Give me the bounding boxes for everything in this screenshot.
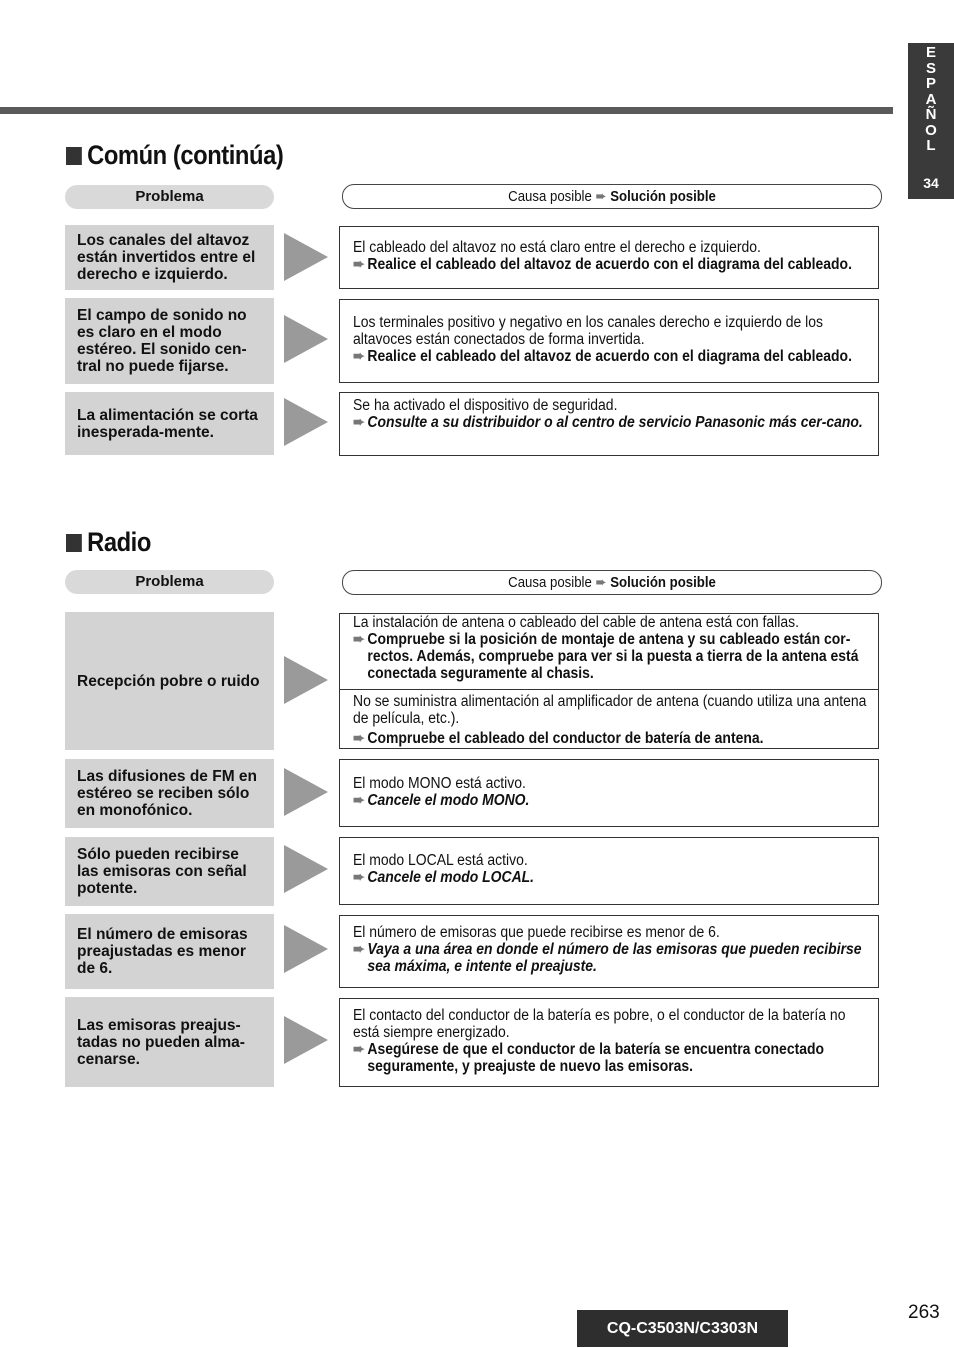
cause-header-label: Causa posible [508, 574, 592, 591]
arrow-triangle-icon [284, 315, 328, 363]
square-bullet-icon [66, 147, 82, 165]
language-letter: S [925, 59, 936, 77]
section-page-number: 34 [923, 175, 939, 191]
arrow-right-icon: ➨ [353, 256, 365, 273]
fix-text: Realice el cableado del altavoz de acuerdo con el diagrama del cableado. [367, 256, 852, 273]
cause-solution-header [342, 570, 882, 595]
problem-cell [65, 759, 274, 828]
fix-text: Compruebe el cableado del conductor de batería de antena. [367, 730, 764, 747]
section-title-common [66, 140, 283, 171]
problem-text: Las emisoras preajus-tadas no pueden alma-cenarse. [77, 1016, 245, 1068]
arrow-triangle-icon [284, 845, 328, 893]
solution-cell [339, 299, 879, 383]
top-rule [0, 107, 893, 114]
language-letter: P [925, 75, 936, 92]
arrow-right-icon: ➨ [595, 574, 607, 591]
model-badge: CQ-C3503N/C3303N [577, 1310, 788, 1347]
fix-text: Asegúrese de que el conductor de la batería se encuentra conectado seguramente, y preajuste de nuevo las emisoras. [367, 1041, 825, 1075]
cause-text: No se suministra alimentación al amplificador de antena (cuando utiliza una antena de película, etc.). [353, 693, 867, 727]
problem-text: Las difusiones de FM en estéreo se reciben sólo en monofónico. [77, 768, 257, 819]
solution-cell [339, 998, 879, 1087]
cause-text: La instalación de antena o cableado del cable de antena está con fallas. [353, 614, 799, 631]
cause-solution-header [342, 184, 882, 209]
problem-text: Sólo pueden recibirse las emisoras con señal potente. [77, 846, 247, 897]
problem-text: El número de emisoras preajustadas es menor de 6. [77, 926, 248, 977]
cause-text: El modo LOCAL está activo. [353, 852, 528, 869]
problem-text: Los canales del altavoz están invertidos entre el derecho e izquierdo. [77, 232, 256, 283]
language-letter: L [926, 137, 936, 154]
problem-cell [65, 914, 274, 989]
language-letter: A [925, 90, 937, 108]
problem-text: El campo de sonido no es claro en el modo estéreo. El sonido cen-tral no puede fijarse. [77, 307, 247, 375]
solution-cell [339, 226, 879, 289]
page-number: 263 [908, 1302, 940, 1323]
arrow-triangle-icon [284, 1016, 328, 1064]
arrow-triangle-icon [284, 656, 328, 704]
fix-text: Cancele el modo MONO. [367, 792, 530, 809]
language-letter: O [925, 121, 937, 139]
cause-header-label: Causa posible [508, 188, 592, 205]
arrow-right-icon: ➨ [595, 188, 607, 205]
section-title-text: Radio [87, 527, 151, 557]
section-title-radio [66, 527, 151, 558]
problem-header: Problema [65, 185, 274, 209]
problem-cell [65, 997, 274, 1087]
problem-header: Problema [65, 570, 274, 594]
language-tab [908, 43, 954, 199]
problem-cell [65, 392, 274, 455]
solution-cell [339, 837, 879, 905]
cause-text: El cableado del altavoz no está claro entre el derecho e izquierdo. [353, 239, 761, 256]
problem-cell [65, 298, 274, 384]
arrow-triangle-icon [284, 768, 328, 816]
problem-text: Recepción pobre o ruido [77, 672, 260, 690]
arrow-right-icon: ➨ [353, 348, 365, 365]
language-letter: E [925, 44, 936, 61]
fix-text: Realice el cableado del altavoz de acuerdo con el diagrama del cableado. [367, 348, 852, 365]
cause-text: El número de emisoras que puede recibirse es menor de 6. [353, 924, 720, 941]
cause-text: El modo MONO está activo. [353, 775, 526, 792]
solution-cell [339, 392, 879, 456]
arrow-right-icon: ➨ [353, 792, 365, 809]
problem-cell [65, 837, 274, 906]
arrow-triangle-icon [284, 398, 328, 446]
arrow-right-icon: ➨ [353, 730, 365, 747]
fix-text: Compruebe si la posición de montaje de antena y su cableado están cor-rectos. Además, compruebe para ver si la puesta a tierra de la antena está conectada seguramente al chasis. [367, 631, 859, 682]
arrow-right-icon: ➨ [353, 869, 365, 886]
solution-header-label: Solución posible [610, 188, 716, 205]
cause-text: Se ha activado el dispositivo de seguridad. [353, 397, 618, 414]
solution-cell [339, 915, 879, 988]
arrow-right-icon: ➨ [353, 941, 365, 958]
fix-text: Vaya a una área en donde el número de las emisoras que pueden recibirse sea máxima, e intente el preajuste. [367, 941, 862, 975]
arrow-right-icon: ➨ [353, 1041, 365, 1058]
problem-text: La alimentación se corta inesperada-mente. [77, 406, 258, 441]
solution-header-label: Solución posible [610, 574, 716, 591]
language-letter: Ñ [925, 106, 937, 123]
fix-text: Cancele el modo LOCAL. [367, 869, 535, 886]
solution-cell [339, 759, 879, 827]
square-bullet-icon [66, 534, 82, 552]
arrow-triangle-icon [284, 233, 328, 281]
cause-text: El contacto del conductor de la batería es pobre, o el conductor de la batería no está siempre energizado. [353, 1007, 846, 1041]
solution-cell [339, 613, 879, 749]
fix-text: Consulte a su distribuidor o al centro de servicio Panasonic más cer-cano. [367, 414, 863, 431]
arrow-triangle-icon [284, 925, 328, 973]
problem-cell [65, 225, 274, 290]
problem-cell [65, 612, 274, 750]
arrow-right-icon: ➨ [353, 414, 365, 431]
cause-text: Los terminales positivo y negativo en los canales derecho e izquierdo de los altavoces están conectados de forma invertida. [353, 314, 823, 348]
arrow-right-icon: ➨ [353, 631, 365, 648]
section-title-text: Común (continúa) [87, 140, 284, 170]
